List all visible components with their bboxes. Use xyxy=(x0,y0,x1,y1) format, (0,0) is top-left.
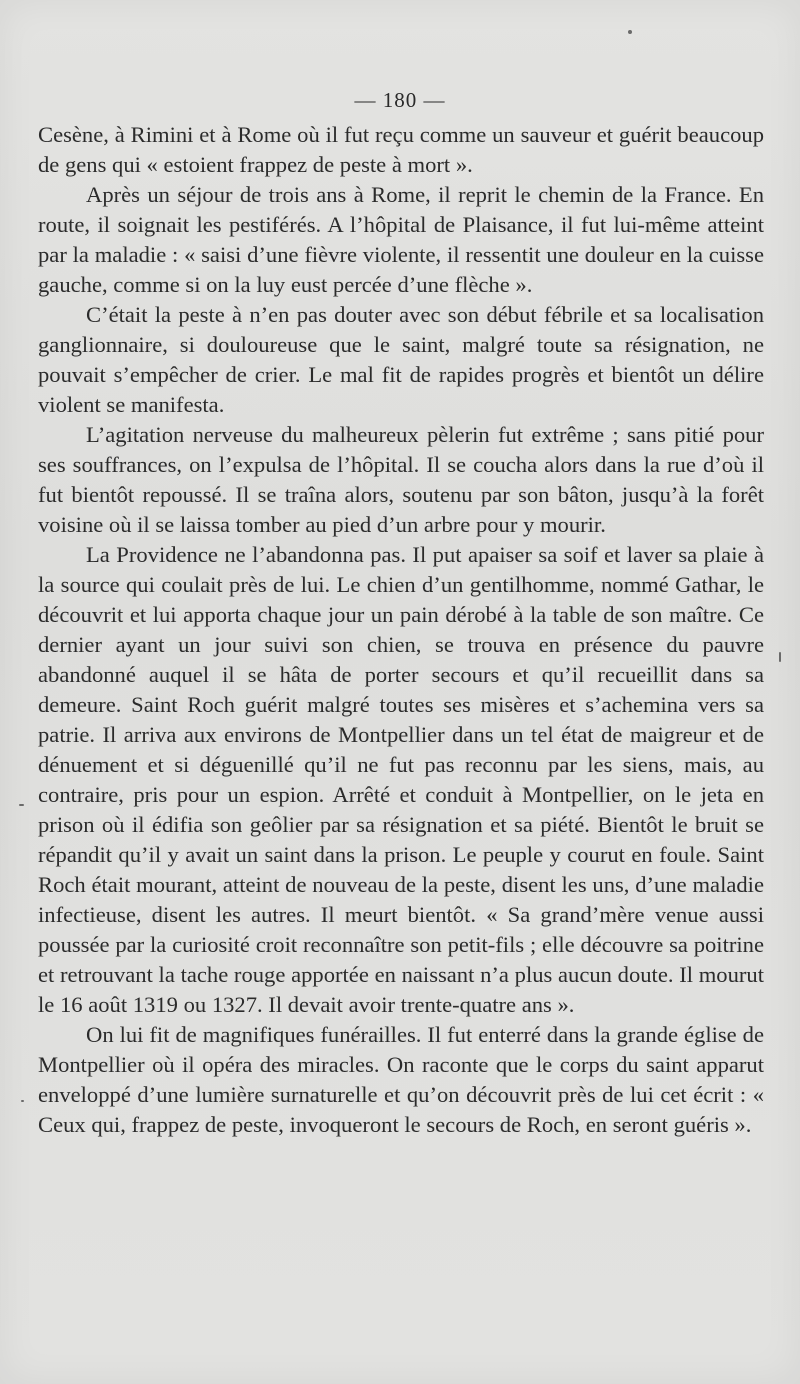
paragraph: La Providence ne l’abandonna pas. Il put apaiser sa soif et laver sa plaie à la source qui coulait près de lui. Le chien d’un gentilhomme, nommé Gathar, le découvrit et lui apporta chaque jour un pain dérobé à la table de son maître. Ce dernier ayant un jour suivi son chien, se trouva en présence du pauvre abandonné auquel il se hâta de porter secours et qu’il recueillit dans sa demeure. Saint Roch guérit malgré toutes ses misères et s’achemina vers sa patrie. Il arriva aux environs de Montpellier dans un tel état de maigreur et de dénuement et si déguenillé qu’il ne fut pas reconnu par les siens, mais, au contraire, pris pour un espion. Arrêté et conduit à Montpellier, on le jeta en prison où il édifia son geôlier par sa résignation et sa piété. Bientôt le bruit se répandit qu’il y avait un saint dans la prison. Le peuple y courut en foule. Saint Roch était mourant, atteint de nouveau de la peste, disent les uns, d’une maladie infectieuse, disent les autres. Il meurt bientôt. « Sa grand’mère venue aussi poussée par la curiosité croit reconnaître son petit-fils ; elle découvre sa poitrine et retrouvant la tache rouge apportée en naissant n’a plus aucun doute. Il mourut le 16 août 1319 ou 1327. Il devait avoir trente-quatre ans ». xyxy=(38,542,764,1017)
paragraph: L’agitation nerveuse du malheureux pèlerin fut extrême ; sans pitié pour ses souffrances, on l’expulsa de l’hôpital. Il se coucha alors dans la rue d’où il fut bientôt repoussé. Il se traîna alors, soutenu par son bâton, jusqu’à la forêt voisine où il se laissa tomber au pied d’un arbre pour y mourir. xyxy=(38,422,764,537)
paragraph: Cesène, à Rimini et à Rome où il fut reçu comme un sauveur et guérit beaucoup de gens qui « estoient frappez de peste à mort ». xyxy=(38,122,764,177)
paragraph: C’était la peste à n’en pas douter avec son début fébrile et sa localisation ganglionnaire, si douloureuse que le saint, malgré toute sa résignation, ne pouvait s’empêcher de crier. Le mal fit de rapides progrès et bientôt un délire violent se manifesta. xyxy=(38,302,764,417)
ink-speck xyxy=(21,1100,24,1102)
paragraph: Après un séjour de trois ans à Rome, il reprit le chemin de la France. En route, il soignait les pestiférés. A l’hôpital de Plaisance, il fut lui-même atteint par la maladie : « saisi d’une fièvre violente, il ressentit une douleur en la cuisse gauche, comme si on la luy eust percée d’une flèche ». xyxy=(38,182,764,297)
paragraph: On lui fit de magnifiques funérailles. Il fut enterré dans la grande église de Montpellier où il opéra des miracles. On raconte que le corps du saint apparut enveloppé d’une lumière surnaturelle et qu’on découvrit près de lui cet écrit : « Ceux qui, frappez de peste, invoqueront le secours de Roch, en seront guéris ». xyxy=(38,1022,764,1137)
ink-speck xyxy=(779,652,781,662)
body-text xyxy=(38,120,764,1140)
ink-speck xyxy=(19,804,24,806)
ink-speck xyxy=(628,30,632,34)
page-number: — 180 — xyxy=(354,88,446,112)
